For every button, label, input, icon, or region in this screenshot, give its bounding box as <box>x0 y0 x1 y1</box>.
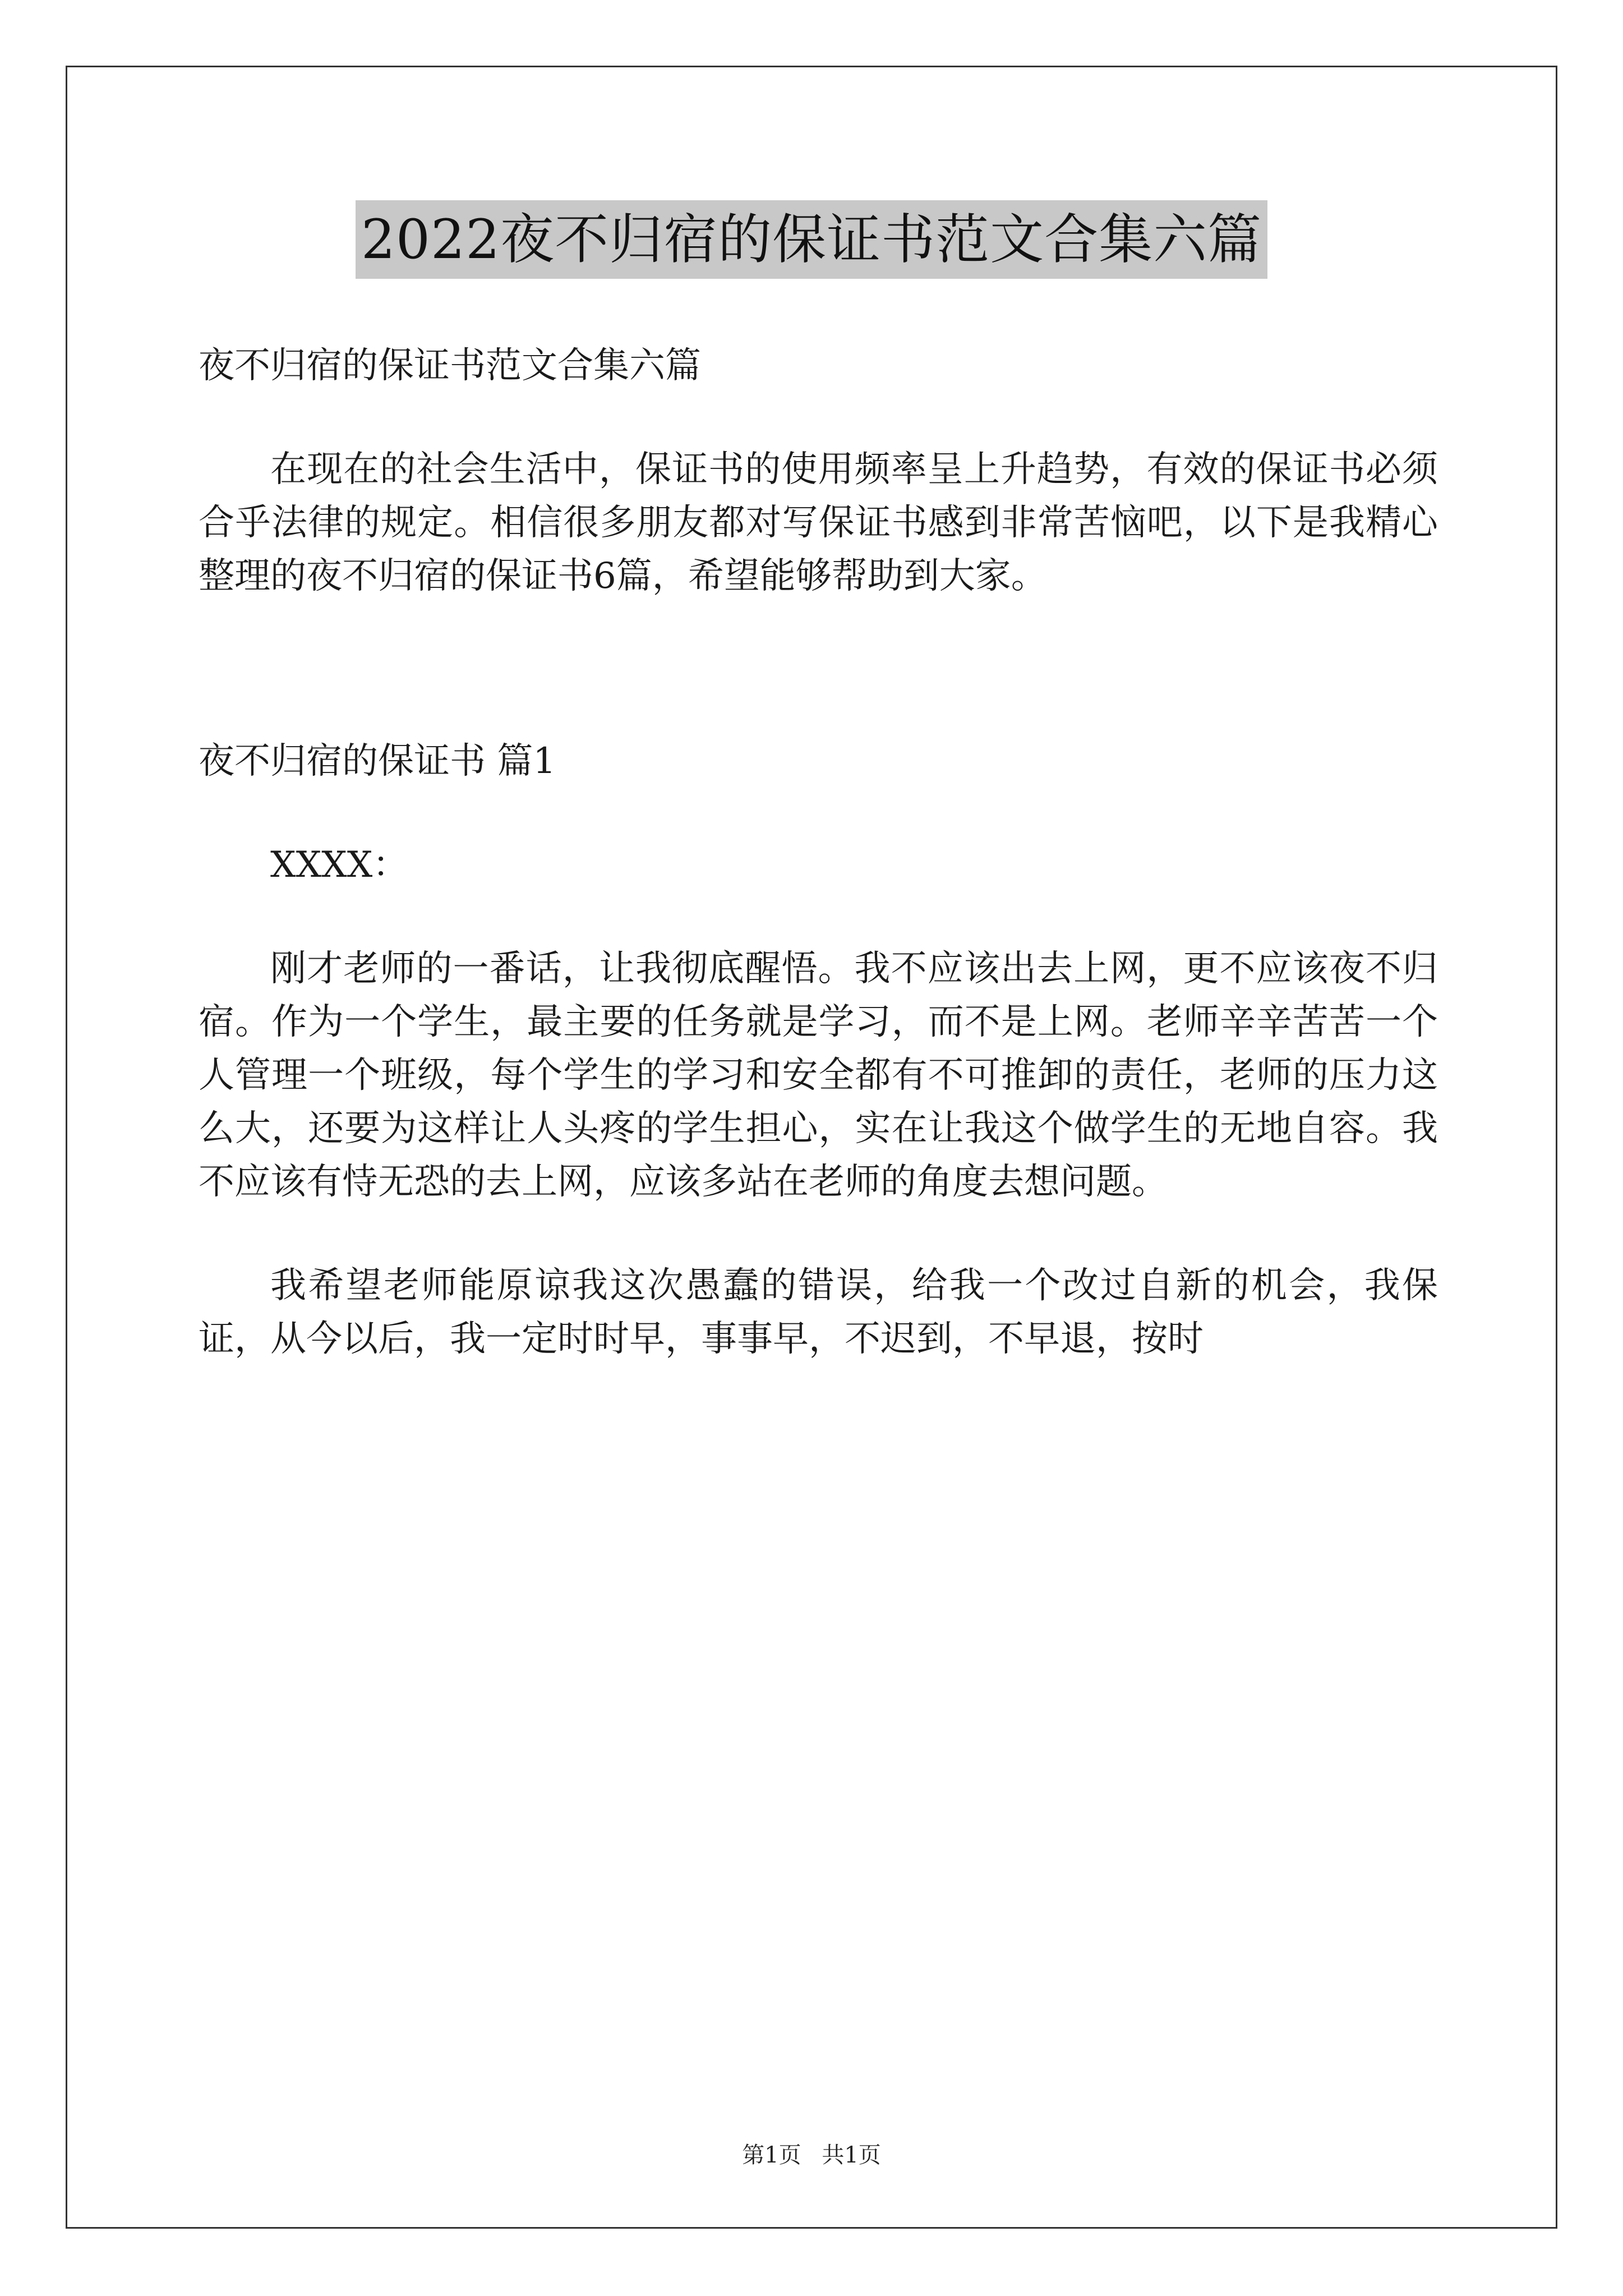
page-number-total: 共1页 <box>822 2142 881 2168</box>
section-heading: 夜不归宿的保证书 篇1 <box>199 740 556 782</box>
body-paragraph: 刚才老师的一番话，让我彻底醒悟。我不应该出去上网，更不应该夜不归宿。作为一个学生，最主要的任务就是学习，而不是上网。老师辛辛苦苦一个人管理一个班级，每个学生的学习和安全都有不可推卸的责任，老师的压力这么大，还要为这样让人头疼的学生担心，实在让我这个做学生的无地自容。我不应该有恃无恐的去上网，应该多站在老师的角度去想问题。 <box>199 948 1438 1203</box>
body-paragraph: 我希望老师能原谅我这次愚蠢的错误，给我一个改过自新的机会，我保证，从今以后，我一定时时早，事事早，不迟到，不早退，按时 <box>199 1265 1438 1360</box>
document-body <box>199 339 1438 1366</box>
title-container <box>0 200 1623 279</box>
intro-paragraph: 在现在的社会生活中，保证书的使用频率呈上升趋势，有效的保证书必须合乎法律的规定。相信很多朋友都对写保证书感到非常苦恼吧，以下是我精心整理的夜不归宿的保证书6篇，希望能够帮助到大家。 <box>199 449 1438 597</box>
document-subtitle: 夜不归宿的保证书范文合集六篇 <box>199 345 701 386</box>
salutation: XXXX： <box>270 844 409 886</box>
document-title: 2022夜不归宿的保证书范文合集六篇 <box>356 200 1267 279</box>
page-footer <box>0 2137 1623 2169</box>
page-number-current: 第1页 <box>742 2142 801 2168</box>
